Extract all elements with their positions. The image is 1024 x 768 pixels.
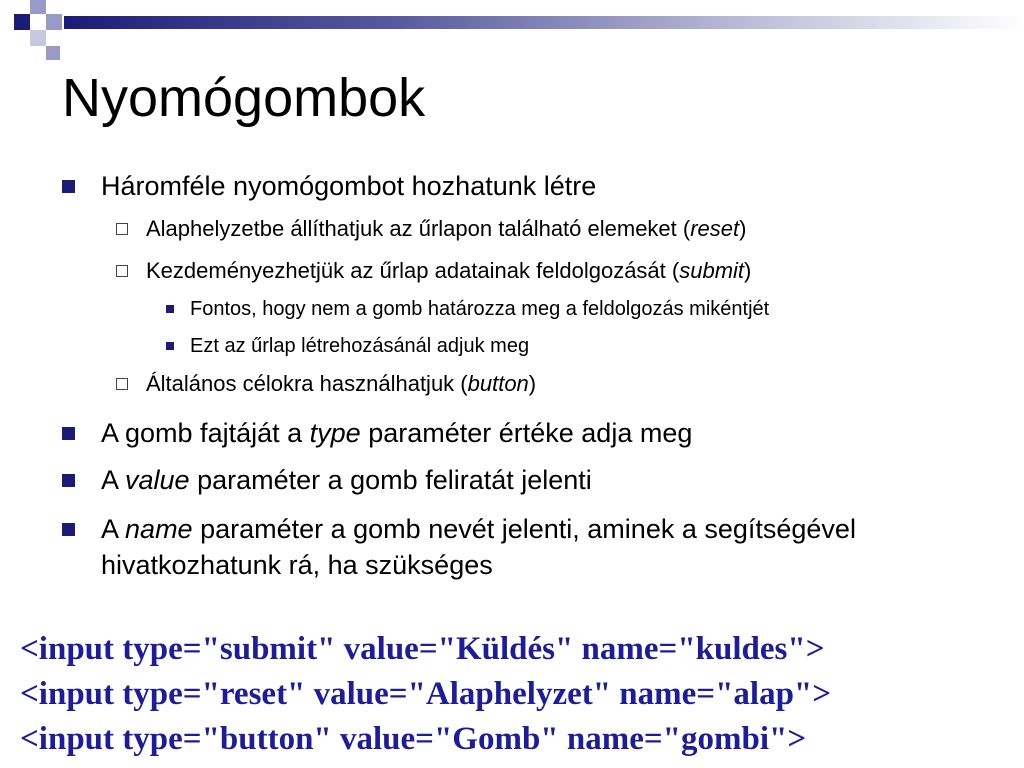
bullet-2: [116, 214, 746, 244]
bullet-8: [62, 462, 592, 498]
bullet-7: [62, 415, 692, 451]
hollow-square-bullet-icon: [116, 378, 128, 390]
code-line-2: <input type="reset" value="Alaphelyzet" name="alap">: [20, 676, 832, 712]
title-gradient-bar: [64, 16, 1024, 29]
bullet-text: Kezdeményezhetjük az űrlap adatainak feldolgozását (submit): [146, 258, 752, 283]
square-bullet-icon: [62, 180, 75, 193]
bullet-text: A value paraméter a gomb feliratát jelenti: [101, 465, 592, 495]
bullet-text: Ezt az űrlap létrehozásánál adjuk meg: [190, 335, 530, 357]
square-bullet-icon: [62, 427, 75, 440]
bullet-5: [166, 332, 529, 360]
bullet-3: [116, 256, 751, 286]
bullet-text: Általános célokra használhatjuk (button): [146, 371, 537, 396]
hollow-square-bullet-icon: [116, 265, 128, 277]
code-line-1: <input type="submit" value="Küldés" name="kuldes">: [20, 631, 825, 667]
corner-square-5: [46, 46, 60, 60]
bullet-6: [116, 369, 536, 399]
square-bullet-icon: [166, 305, 174, 313]
code-line-3: <input type="button" value="Gomb" name="gombi">: [20, 721, 807, 757]
bullet-text: A gomb fajtáját a type paraméter értéke adja meg: [101, 418, 693, 448]
bullet-text: Háromféle nyomógombot hozhatunk létre: [101, 171, 597, 201]
corner-square-3: [46, 14, 62, 30]
bullet-4: [166, 295, 769, 323]
bullet-text: Alaphelyzetbe állíthatjuk az űrlapon található elemeket (reset): [146, 216, 747, 241]
corner-square-4: [30, 30, 46, 46]
hollow-square-bullet-icon: [116, 223, 128, 235]
corner-square-2: [30, 0, 46, 14]
square-bullet-icon: [62, 474, 75, 487]
bullet-text: A name paraméter a gomb nevét jelenti, aminek a segítségével hivatkozhatunk rá, ha szükséges: [101, 514, 856, 580]
bullet-9: [62, 511, 862, 583]
bullet-text: Fontos, hogy nem a gomb határozza meg a feldolgozás mikéntjét: [190, 298, 770, 320]
slide-title: Nyomógombok: [62, 68, 426, 128]
corner-square-1: [14, 14, 30, 30]
square-bullet-icon: [62, 523, 75, 536]
square-bullet-icon: [166, 342, 174, 350]
bullet-1: [62, 168, 596, 204]
